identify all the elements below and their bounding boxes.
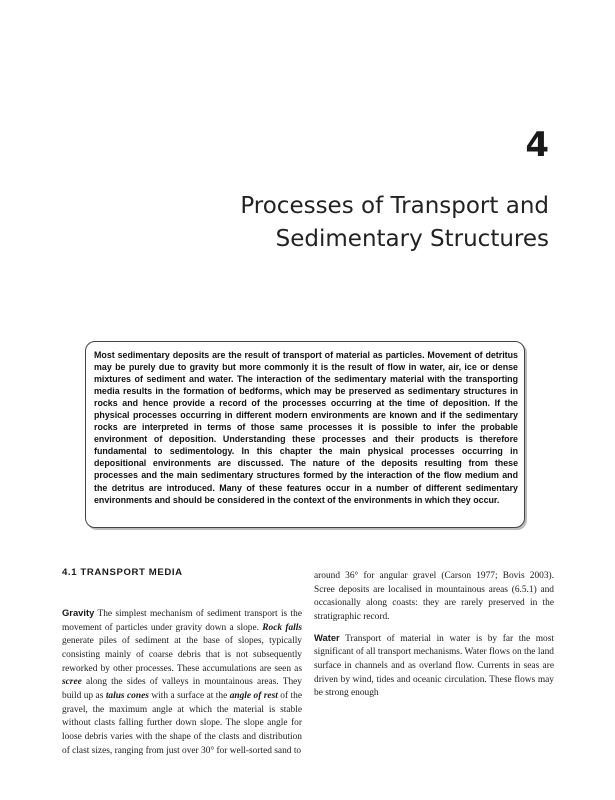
chapter-title-line-1: Processes of Transport and — [240, 193, 549, 219]
gravity-text-2: generate piles of sediment at the base of slopes, typically consisting mainly of coarse debris that is not subsequently reworked by other processes. These accumulations are seen as — [62, 636, 302, 674]
chapter-title — [129, 190, 549, 256]
water-text: Transport of material in water is by far the most significant of all transport mechanisms. Water flows on the land surface in channels and as overland flow. Currents in seas are driven by wind, tides and oceanic circulation. These flows may be strong enough — [314, 633, 554, 699]
gravity-text-5-continued: around 36° for angular gravel (Carson 1977; Bovis 2003). Scree deposits are localised in mountainous areas (6.5.1) and occasionally along coasts: they are rarely preserved in the stratigraphic record. — [314, 571, 554, 622]
water-run-in-heading: Water — [314, 631, 340, 643]
gravity-text-5: of the gravel, the maximum angle at which the material is stable without clasts falling further down slope. The slope angle for loose debris varies with the shape of the clasts and distribution of clast sizes, ranging from just over 30° for well-sorted sand to — [62, 690, 302, 756]
gravity-text-4: with a surface at the — [148, 690, 230, 701]
chapter-number: 4 — [525, 125, 549, 165]
right-column — [314, 566, 554, 701]
chapter-title-line-2: Sedimentary Structures — [275, 226, 549, 252]
water-paragraph — [314, 631, 554, 701]
term-rock-falls: Rock falls — [262, 622, 302, 633]
term-talus-cones: talus cones — [105, 690, 149, 701]
chapter-abstract-box — [85, 341, 525, 528]
left-column — [62, 566, 302, 758]
term-angle-of-rest: angle of rest — [229, 690, 278, 701]
gravity-text-3: along the sides of valleys in mountainous areas. They build up as — [62, 677, 302, 701]
gravity-paragraph — [62, 606, 302, 758]
gravity-text-1: The simplest mechanism of sediment transport is the movement of particles under gravity down a slope. — [62, 609, 302, 633]
gravity-paragraph-continuation — [314, 570, 554, 625]
gravity-run-in-heading: Gravity — [62, 607, 95, 618]
section-heading: 4.1 TRANSPORT MEDIA — [62, 567, 183, 578]
term-scree: scree — [62, 677, 82, 688]
chapter-abstract-text: Most sedimentary deposits are the result of transport of material as particles. Movement of detritus may be purely due to gravity but more commonly it is the result of flow in water, air, ice or dense mixtures of sediment and water. The interaction of the sedimentary material with the transporting media results in the formation of bedforms, which may be preserved as sedimentary structures in rocks and hence provide a record of the processes occurring at the time of deposition. If the physical processes occurring in different modern environments are known and if the sedimentary rocks are interpreted in terms of those same processes it is possible to infer the probable environment of deposition. Understanding these processes and their products is therefore fundamental to sedimentology. In this chapter the main physical processes occurring in depositional environments are discussed. The nature of the deposits resulting from these processes and the main sedimentary structures formed by the interaction of the flow medium and the detritus are introduced. Many of these features occur in a number of different sedimentary environments and should be considered in the context of the environments in which they occur. — [94, 350, 518, 505]
